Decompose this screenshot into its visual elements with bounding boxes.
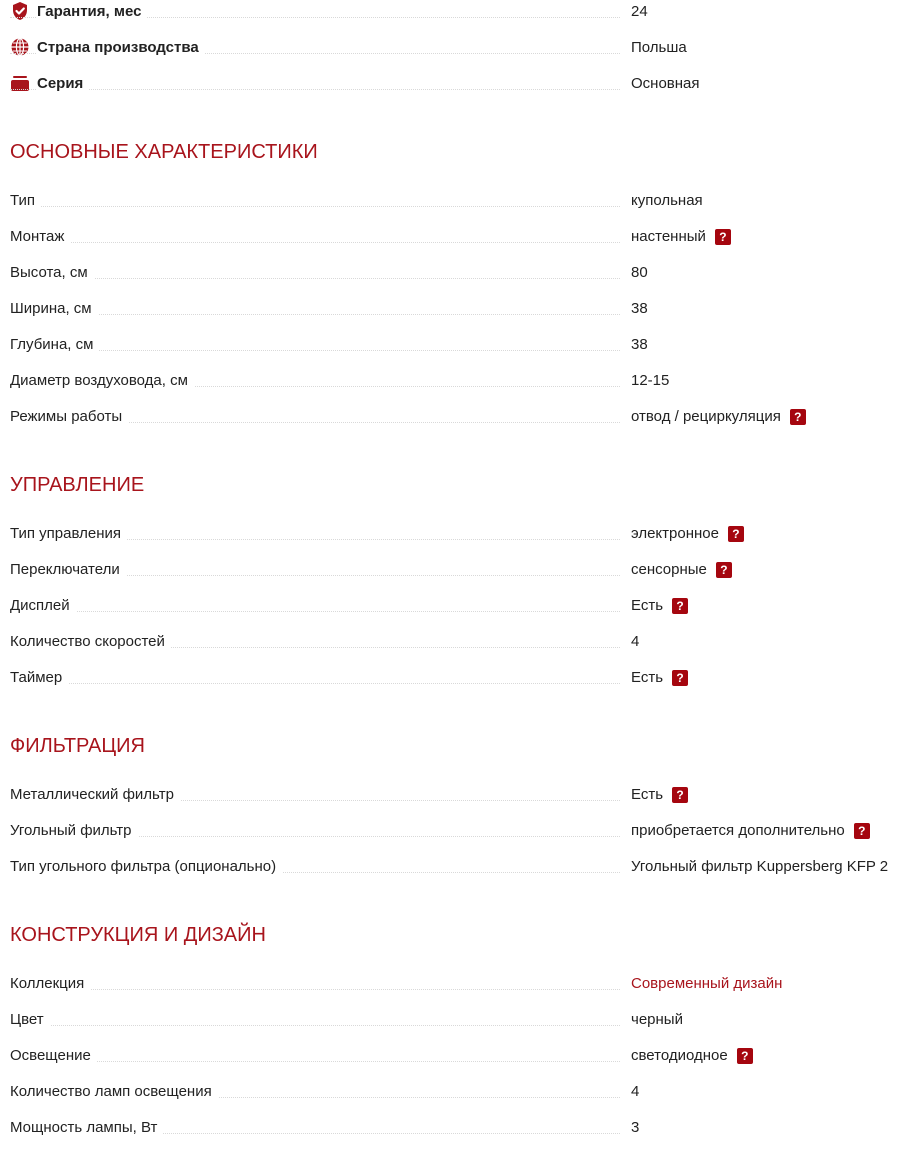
spec-value bbox=[631, 371, 669, 391]
spec-label: Угольный фильтр bbox=[10, 821, 138, 841]
spec-value-text: 4 bbox=[631, 1083, 640, 1100]
section-title: КОНСТРУКЦИЯ И ДИЗАЙН bbox=[10, 924, 266, 946]
spec-value bbox=[631, 560, 732, 580]
spec-label: Монтаж bbox=[10, 227, 70, 247]
globe-icon bbox=[10, 37, 30, 57]
spec-row bbox=[10, 1044, 905, 1080]
spec-row bbox=[10, 819, 905, 855]
spec-value-text: Есть bbox=[631, 786, 664, 803]
spec-row bbox=[10, 630, 905, 666]
spec-row bbox=[10, 297, 905, 333]
help-question-icon[interactable]: ? bbox=[715, 229, 731, 245]
spec-row-series bbox=[10, 72, 905, 108]
spec-label: Режимы работы bbox=[10, 407, 128, 427]
spec-value-text: 38 bbox=[631, 300, 648, 317]
spec-row bbox=[10, 333, 905, 369]
spec-label: Металлический фильтр bbox=[10, 785, 180, 805]
spec-value-text: купольная bbox=[631, 192, 703, 209]
spec-row bbox=[10, 189, 905, 225]
spec-value-text: 3 bbox=[631, 1119, 640, 1136]
help-question-icon[interactable]: ? bbox=[672, 670, 688, 686]
spec-value-text: 24 bbox=[631, 3, 648, 20]
spec-value bbox=[631, 74, 700, 94]
spec-row bbox=[10, 666, 905, 702]
spec-value bbox=[631, 38, 687, 58]
spec-label: Тип bbox=[10, 191, 41, 211]
spec-value bbox=[631, 1010, 683, 1030]
spec-value-text: светодиодное bbox=[631, 1047, 728, 1064]
collection-link[interactable] bbox=[631, 974, 782, 994]
series-stack-icon bbox=[10, 73, 30, 93]
spec-row-warranty bbox=[10, 0, 905, 36]
dotted-leader bbox=[10, 314, 620, 315]
dotted-leader bbox=[10, 278, 620, 279]
spec-value bbox=[631, 407, 806, 427]
spec-value bbox=[631, 821, 870, 841]
spec-row bbox=[10, 369, 905, 405]
spec-value-text[interactable]: Современный дизайн bbox=[631, 975, 783, 992]
spec-row bbox=[10, 1080, 905, 1116]
dotted-leader bbox=[10, 242, 620, 243]
spec-value bbox=[631, 596, 688, 616]
spec-value-text: Есть bbox=[631, 669, 664, 686]
spec-value-text: отвод / рециркуляция bbox=[631, 408, 781, 425]
spec-label: Освещение bbox=[10, 1046, 97, 1066]
spec-label: Диаметр воздуховода, см bbox=[10, 371, 194, 391]
spec-value-text: 80 bbox=[631, 264, 648, 281]
spec-label: Коллекция bbox=[10, 974, 90, 994]
spec-value bbox=[631, 857, 888, 877]
spec-row bbox=[10, 558, 905, 594]
spec-row bbox=[10, 261, 905, 297]
section-title: ФИЛЬТРАЦИЯ bbox=[10, 735, 145, 757]
spec-label: Дисплей bbox=[10, 596, 76, 616]
spec-label: Страна производства bbox=[37, 38, 205, 58]
spec-value bbox=[631, 632, 639, 652]
spec-value-text: электронное bbox=[631, 525, 719, 542]
help-question-icon[interactable]: ? bbox=[672, 598, 688, 614]
spec-label: Таймер bbox=[10, 668, 68, 688]
dotted-leader bbox=[10, 89, 620, 90]
spec-label: Переключатели bbox=[10, 560, 126, 580]
spec-value-text: 38 bbox=[631, 336, 648, 353]
spec-value bbox=[631, 263, 648, 283]
spec-row bbox=[10, 1008, 905, 1044]
spec-row bbox=[10, 855, 905, 891]
dotted-leader bbox=[10, 350, 620, 351]
spec-value bbox=[631, 668, 688, 688]
spec-value-text: 4 bbox=[631, 633, 640, 650]
help-question-icon[interactable]: ? bbox=[737, 1048, 753, 1064]
spec-value-text: черный bbox=[631, 1011, 683, 1028]
spec-label: Количество ламп освещения bbox=[10, 1082, 218, 1102]
spec-row bbox=[10, 405, 905, 441]
spec-value bbox=[631, 191, 703, 211]
spec-row bbox=[10, 594, 905, 630]
spec-label: Глубина, см bbox=[10, 335, 99, 355]
dotted-leader bbox=[10, 683, 620, 684]
section-title: ОСНОВНЫЕ ХАРАКТЕРИСТИКИ bbox=[10, 141, 318, 163]
spec-row-country bbox=[10, 36, 905, 72]
spec-row bbox=[10, 783, 905, 819]
spec-value-text: сенсорные bbox=[631, 561, 707, 578]
spec-row bbox=[10, 972, 905, 1008]
spec-value bbox=[631, 1046, 753, 1066]
spec-value bbox=[631, 299, 648, 319]
spec-row bbox=[10, 225, 905, 261]
spec-label: Тип угольного фильтра (опционально) bbox=[10, 857, 282, 877]
dotted-leader bbox=[10, 989, 620, 990]
spec-value bbox=[631, 1082, 639, 1102]
spec-value bbox=[631, 335, 648, 355]
section-title: УПРАВЛЕНИЕ bbox=[10, 474, 145, 496]
spec-value-text: Польша bbox=[631, 39, 687, 56]
spec-label: Мощность лампы, Вт bbox=[10, 1118, 163, 1138]
help-question-icon[interactable]: ? bbox=[716, 562, 732, 578]
spec-value bbox=[631, 785, 688, 805]
dotted-leader bbox=[10, 1025, 620, 1026]
dotted-leader bbox=[10, 611, 620, 612]
spec-label: Цвет bbox=[10, 1010, 50, 1030]
spec-value bbox=[631, 2, 648, 22]
spec-value-text: Есть bbox=[631, 597, 664, 614]
spec-label: Высота, см bbox=[10, 263, 94, 283]
help-question-icon[interactable]: ? bbox=[790, 409, 806, 425]
spec-label: Количество скоростей bbox=[10, 632, 171, 652]
spec-value-text: настенный bbox=[631, 228, 706, 245]
spec-row bbox=[10, 1116, 905, 1152]
spec-value bbox=[631, 1118, 639, 1138]
spec-value bbox=[631, 227, 731, 247]
spec-value-text: Основная bbox=[631, 75, 700, 92]
spec-row bbox=[10, 522, 905, 558]
spec-label: Гарантия, мес bbox=[37, 2, 147, 22]
spec-value bbox=[631, 524, 744, 544]
spec-label: Тип управления bbox=[10, 524, 127, 544]
help-question-icon[interactable]: ? bbox=[672, 787, 688, 803]
spec-label: Ширина, см bbox=[10, 299, 98, 319]
spec-value-text: приобретается дополнительно bbox=[631, 822, 845, 839]
spec-value-text: Угольный фильтр Kuppersberg KFP 2 bbox=[631, 858, 889, 875]
help-question-icon[interactable]: ? bbox=[728, 526, 744, 542]
shield-check-icon bbox=[10, 1, 30, 21]
dotted-leader bbox=[10, 1061, 620, 1062]
spec-value-text: 12-15 bbox=[631, 372, 670, 389]
spec-label: Серия bbox=[37, 74, 89, 94]
dotted-leader bbox=[10, 206, 620, 207]
help-question-icon[interactable]: ? bbox=[854, 823, 870, 839]
